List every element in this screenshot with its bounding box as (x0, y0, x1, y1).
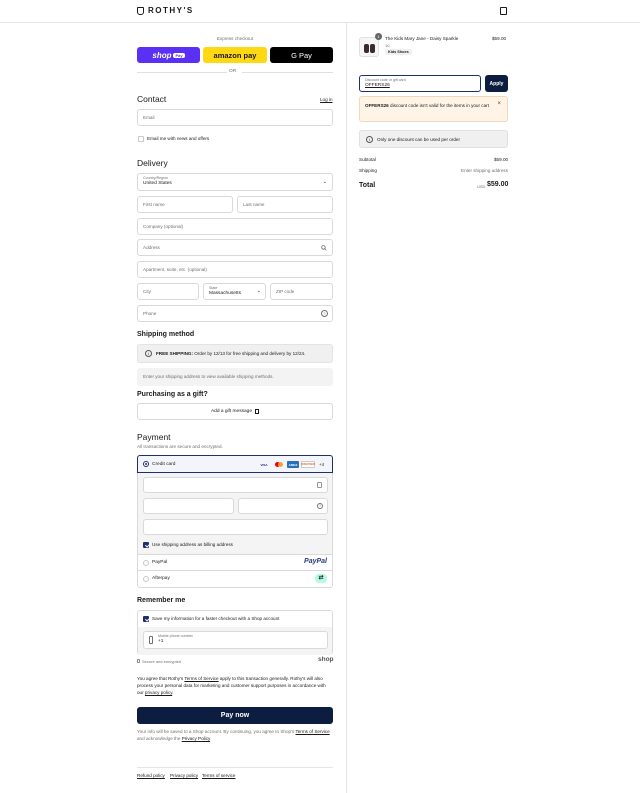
column-divider (346, 23, 347, 793)
product-tag: Kids Shoes (385, 49, 412, 55)
card-details-panel (137, 473, 333, 554)
newsletter-label: Email me with news and offers (147, 136, 210, 141)
footer-divider (137, 767, 333, 768)
afterpay-logo-icon: ⇄ (315, 574, 327, 583)
state-label: State (209, 286, 218, 290)
chevron-down-icon: ⌄ (256, 288, 261, 294)
country-label: Country/Region (143, 176, 168, 180)
mobile-phone-icon (149, 636, 153, 644)
discount-code-field[interactable] (359, 75, 481, 92)
visa-icon: VISA (260, 462, 268, 467)
expiration-date-field[interactable] (143, 498, 234, 514)
terms-of-service-link[interactable]: Terms of Service (184, 676, 219, 681)
paypal-option[interactable] (137, 554, 333, 571)
last-name-placeholder: Last name (243, 202, 265, 207)
free-shipping-text (156, 351, 305, 356)
apartment-placeholder: Apartment, suite, etc. (optional) (143, 267, 207, 272)
remember-me-heading: Remember me (137, 597, 186, 604)
express-checkout-label: Express checkout (216, 36, 254, 41)
total-label: Total (359, 182, 376, 189)
terms-text: . (172, 690, 174, 695)
zip-placeholder: ZIP code (276, 289, 295, 294)
amazon-pay-button[interactable] (203, 47, 267, 63)
amazon-pay-label: amazon pay (213, 50, 257, 60)
city-field[interactable] (137, 283, 199, 300)
credit-card-label: Credit card (152, 462, 176, 467)
shop-terms-text: Your info will be saved to a Shop account. By continuing, you agree to Shop's (137, 729, 296, 734)
first-name-placeholder: First name (143, 202, 165, 207)
subtotal-label: Subtotal (359, 157, 376, 162)
login-link[interactable]: Log in (320, 97, 333, 102)
add-gift-message-label: Add a gift message (210, 409, 253, 414)
shipping-value: Enter shipping address (461, 168, 508, 173)
phone-placeholder: Phone (143, 311, 157, 316)
first-name-field[interactable] (137, 196, 233, 213)
credit-card-radio[interactable] (143, 461, 149, 467)
pay-now-button[interactable] (137, 707, 333, 724)
shipping-label: Shipping (359, 168, 377, 173)
discount-code-label: Discount code or gift card (365, 78, 406, 82)
search-icon (321, 245, 327, 251)
free-shipping-banner (137, 344, 333, 363)
shop-pay-badge: Pay (175, 52, 183, 58)
company-field[interactable] (137, 218, 333, 235)
shop-pay-label: shop (152, 50, 172, 60)
state-select[interactable] (203, 283, 266, 300)
total-currency: USD (477, 184, 486, 189)
discount-error-banner (359, 96, 508, 122)
or-label: OR (229, 69, 237, 74)
shop-terms-text: and acknowledge the (137, 736, 182, 741)
privacy-policy-link[interactable]: privacy policy (144, 690, 173, 695)
shop-terms-link[interactable]: Terms of Service (295, 729, 330, 734)
discount-error-detail: discount code isn't valid for the items in your cart (388, 103, 489, 108)
mastercard-icon (274, 461, 286, 468)
payment-subtitle: All transactions are secure and encrypted. (137, 444, 223, 449)
country-select[interactable] (137, 173, 333, 191)
apply-label: Apply (489, 80, 504, 87)
afterpay-option[interactable] (137, 571, 333, 588)
terms-text: You agree that Rothy's (137, 676, 185, 681)
city-placeholder: City (143, 289, 151, 294)
shop-terms-text: . (209, 736, 212, 741)
help-icon[interactable]: ? (321, 310, 328, 317)
discover-icon: DISCOVER (301, 463, 315, 466)
card-number-field[interactable] (143, 477, 328, 493)
lock-icon (137, 659, 140, 663)
address-placeholder: Address (143, 245, 160, 250)
google-pay-button[interactable] (270, 47, 333, 63)
quantity-badge: 1 (375, 33, 382, 40)
or-divider-left (137, 72, 227, 73)
discount-error-text (365, 102, 490, 109)
close-icon[interactable]: × (497, 101, 501, 107)
mobile-phone-field[interactable] (143, 631, 328, 649)
terms-text: apply to this transaction generally. Rothy's will also process your personal data for marketing and customer support purposes in accordance with our (137, 676, 326, 695)
help-icon[interactable]: ? (319, 504, 321, 508)
billing-address-checkbox[interactable] (143, 542, 149, 548)
or-divider-right (242, 72, 333, 73)
shopping-bag-icon[interactable] (500, 7, 507, 15)
subtotal-value: $59.00 (494, 157, 509, 162)
discount-code-value: OFFERS26 (365, 83, 390, 88)
privacy-policy-footer-link[interactable]: Privacy policy (170, 773, 199, 778)
discount-info-text: Only one discount can be used per order (377, 137, 460, 142)
site-header (0, 0, 640, 23)
country-value: United States (143, 181, 172, 186)
phone-field[interactable] (137, 305, 333, 322)
discount-error-code: OFFERS26 (365, 103, 389, 108)
shop-logo: shop (318, 656, 334, 663)
security-code-field[interactable] (238, 498, 328, 514)
delivery-heading: Delivery (137, 158, 168, 168)
secure-label: Secure and encrypted (142, 659, 182, 664)
mobile-phone-label: Mobile phone number (158, 634, 193, 638)
more-cards-count: +4 (319, 462, 325, 467)
shop-terms-paragraph (137, 728, 333, 742)
shipping-method-heading: Shipping method (137, 331, 195, 338)
refund-policy-link[interactable]: Refund policy (137, 773, 165, 778)
lock-icon (317, 482, 322, 488)
product-thumbnail (359, 37, 379, 57)
shop-pay-button[interactable] (137, 47, 200, 63)
info-icon: i (145, 350, 152, 357)
save-info-label: Save my information for a faster checkout with a Shop account (152, 616, 280, 621)
free-shipping-detail: Order by 12/13 for free shipping and delivery by 12/24. (194, 351, 306, 356)
product-name: The Kids Mary Jane - Daisy Sparkle (385, 36, 459, 41)
zip-field[interactable] (270, 283, 333, 300)
pay-now-label: Pay now (220, 712, 250, 719)
mobile-phone-value: +1 (158, 639, 164, 644)
paypal-label: PayPal (152, 560, 168, 565)
mobile-section (138, 627, 332, 655)
address-field[interactable] (137, 239, 333, 256)
product-price: $59.00 (492, 36, 507, 41)
info-icon: i (366, 136, 373, 143)
credit-card-option[interactable] (137, 455, 333, 473)
save-info-checkbox[interactable] (143, 616, 149, 622)
paypal-radio[interactable] (143, 560, 149, 566)
afterpay-radio[interactable] (143, 576, 149, 582)
shipping-notice-text: Enter your shipping address to view available shipping methods. (143, 374, 274, 379)
terms-paragraph (137, 675, 333, 696)
email-field[interactable] (137, 109, 333, 126)
last-name-field[interactable] (237, 196, 333, 213)
paypal-logo: PayPal (304, 558, 327, 565)
afterpay-label: Afterpay (152, 576, 170, 581)
company-placeholder: Company (optional) (143, 224, 184, 229)
terms-of-service-footer-link[interactable]: Terms of service (202, 773, 236, 778)
google-pay-label: G Pay (291, 50, 312, 60)
discount-info-banner (359, 130, 508, 148)
apply-button[interactable] (485, 75, 508, 92)
name-on-card-field[interactable] (143, 519, 328, 535)
newsletter-checkbox[interactable] (138, 136, 144, 142)
state-value: Massachusetts (209, 291, 241, 296)
brand-logo[interactable] (137, 6, 194, 15)
payment-heading: Payment (137, 432, 171, 442)
chevron-down-icon: ⌄ (322, 179, 327, 185)
shipping-notice (137, 368, 333, 386)
rothys-logo-icon (137, 7, 144, 15)
billing-address-label: Use shipping address as billing address (152, 542, 233, 547)
amex-icon: AMEX (288, 462, 298, 467)
contact-heading: Contact (137, 94, 167, 104)
brand-name: ROTHY'S (148, 6, 194, 15)
email-placeholder: Email (143, 115, 155, 120)
product-size: 10 (385, 43, 390, 48)
remember-me-panel (137, 610, 333, 655)
total-value: $59.00 (487, 181, 509, 188)
gift-card-icon (255, 409, 259, 414)
apartment-field[interactable] (137, 261, 333, 278)
add-gift-message-button[interactable] (137, 403, 333, 420)
shop-privacy-link[interactable]: Privacy Policy (181, 736, 210, 741)
free-shipping-bold: FREE SHIPPING: (156, 351, 194, 356)
gift-heading: Purchasing as a gift? (137, 391, 208, 398)
